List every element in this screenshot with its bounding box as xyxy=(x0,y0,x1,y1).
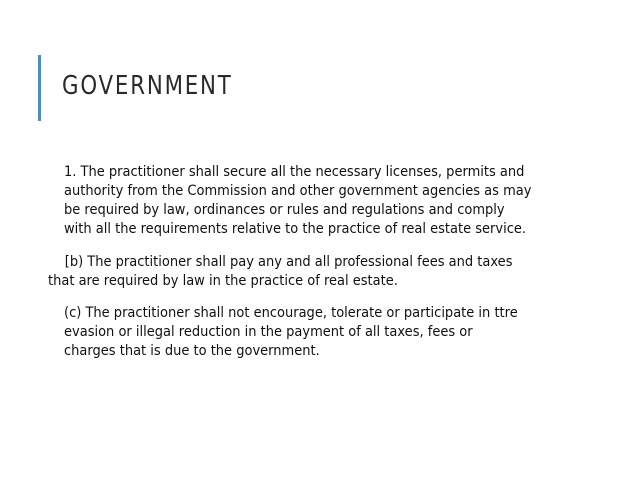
paragraph-fees-taxes xyxy=(48,253,512,291)
title-accent-bar xyxy=(38,55,41,121)
paragraph-line: with all the requirements relative to the practice of real estate service. xyxy=(64,221,527,237)
paragraph-licenses xyxy=(64,163,531,239)
paragraph-line: authority from the Commission and other government agencies as may xyxy=(64,183,532,199)
paragraph-line: that are required by law in the practice of real estate. xyxy=(48,273,398,289)
slide-title: GOVERNMENT xyxy=(62,71,233,101)
paragraph-line: (c) The practitioner shall not encourage, tolerate or participate in ttre xyxy=(64,305,518,321)
paragraph-line: evasion or illegal reduction in the payment of all taxes, fees or xyxy=(64,324,473,340)
paragraph-tax-evasion xyxy=(64,304,518,361)
paragraph-line: 1. The practitioner shall secure all the necessary licenses, permits and xyxy=(64,164,525,180)
paragraph-line: be required by law, ordinances or rules and regulations and comply xyxy=(64,202,505,218)
paragraph-line: [b) The practitioner shall pay any and all professional fees and taxes xyxy=(64,254,513,270)
paragraph-line: charges that is due to the government. xyxy=(64,343,320,359)
